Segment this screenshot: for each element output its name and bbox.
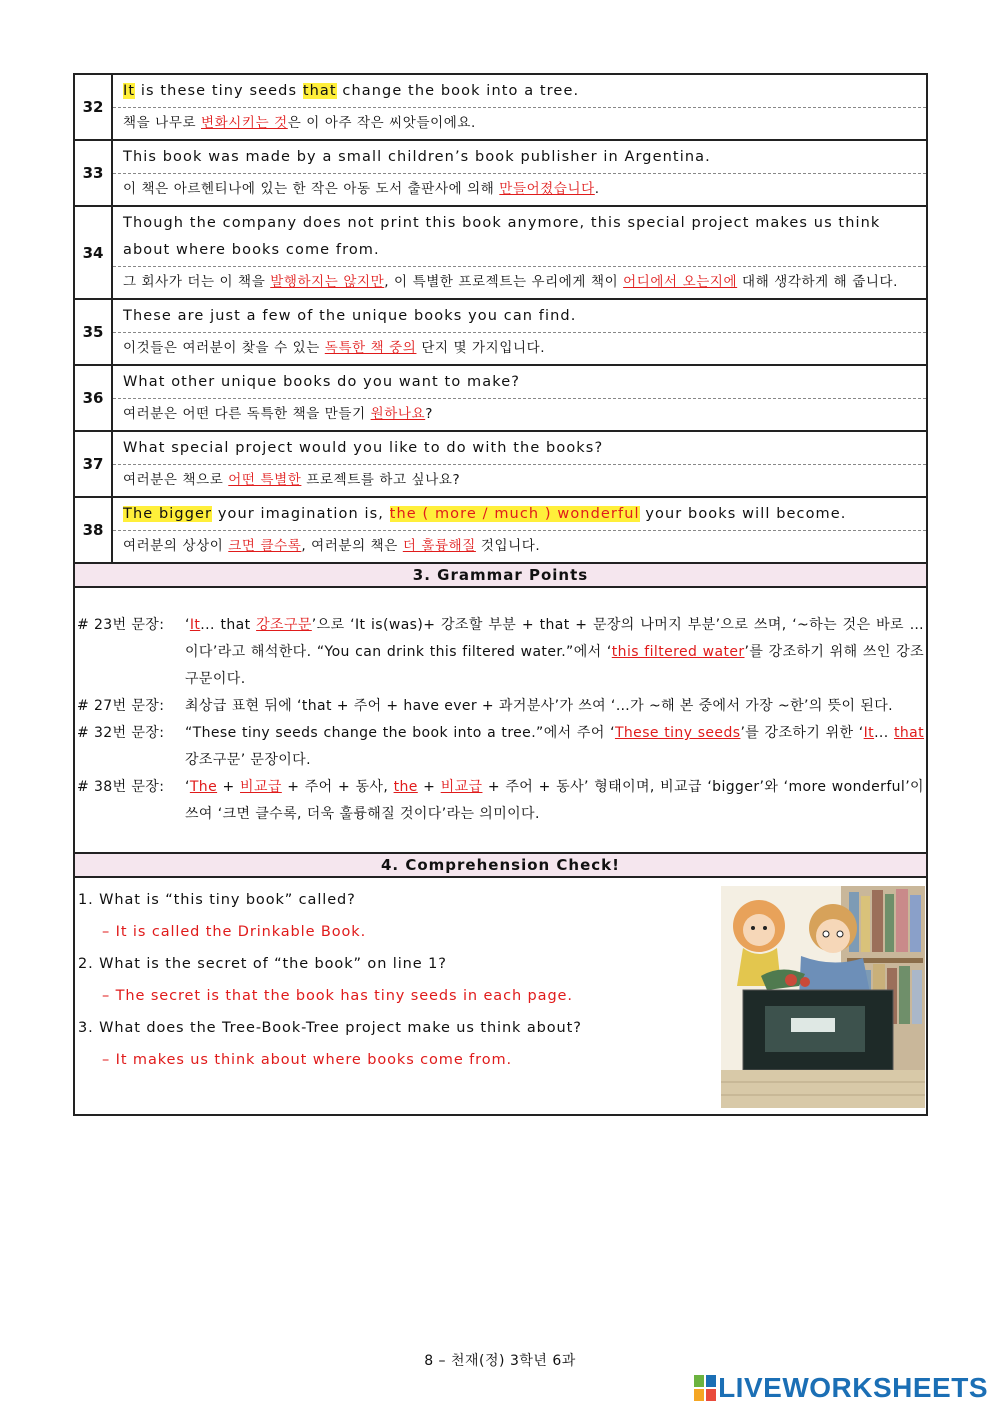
text-run: 프로젝트를 하고 싶나요? bbox=[301, 472, 461, 488]
comprehension-answer: – It is called the Drinkable Book. bbox=[102, 924, 367, 940]
text-run: 강조구문’ 문장이다. bbox=[185, 752, 311, 768]
sentence-cell bbox=[113, 207, 926, 298]
emphasized-text: 비교급 bbox=[240, 779, 282, 795]
sentence-cell bbox=[113, 432, 926, 496]
text-run: + 주어 + 동사’ 형태이며, 비교급 ‘bigger’와 ‘more wonderful’이 쓰여 ‘크면 클수록, 더욱 훌륭해질 것이다’라는 의미이다. bbox=[185, 779, 924, 822]
sentence-number: 35 bbox=[75, 300, 113, 364]
emphasized-text: 원하나요 bbox=[370, 406, 426, 422]
comprehension-answer: – It makes us think about where books come from. bbox=[102, 1052, 513, 1068]
text-run: What special project would you like to do with the books? bbox=[123, 440, 604, 456]
liveworksheets-icon bbox=[694, 1375, 716, 1401]
comprehension-heading: 4. Comprehension Check! bbox=[75, 854, 926, 878]
sentence-number: 33 bbox=[75, 141, 113, 205]
emphasized-text: the bbox=[393, 779, 418, 795]
text-run: change the book into a tree. bbox=[336, 83, 580, 99]
emphasized-text: 발행하지는 않지만 bbox=[270, 274, 385, 290]
korean-translation bbox=[113, 399, 926, 430]
emphasized-text: more bbox=[434, 506, 477, 522]
grammar-point bbox=[77, 774, 924, 828]
emphasized-text: 더 훌륭해질 bbox=[402, 538, 476, 554]
sentence-number: 36 bbox=[75, 366, 113, 430]
comprehension-list bbox=[78, 884, 718, 1076]
sentence-cell bbox=[113, 300, 926, 364]
text-run: your books will become. bbox=[639, 506, 847, 522]
text-run: “These tiny seeds change the book into a tree.”에서 주어 ‘ bbox=[185, 725, 615, 741]
grammar-point-text bbox=[185, 774, 924, 828]
text-run: 그 회사가 더는 이 책을 bbox=[123, 274, 271, 290]
grammar-point-label: # 23번 문장: bbox=[77, 617, 165, 633]
text-run: ‘ bbox=[185, 779, 190, 795]
text-run: is these tiny seeds bbox=[135, 83, 303, 99]
emphasized-text: / much ) wonderful bbox=[476, 506, 640, 522]
text-run: 여러분은 책으로 bbox=[123, 472, 229, 488]
emphasized-text: 만들어졌습니다 bbox=[499, 181, 595, 197]
text-run: Though the company does not print this book anymore, this special project makes us think about where books come from. bbox=[123, 215, 881, 258]
text-run: 책을 나무로 bbox=[123, 115, 201, 131]
english-sentence bbox=[113, 141, 926, 174]
sentence-row bbox=[75, 366, 926, 432]
sentence-cell bbox=[113, 498, 926, 562]
sentence-row bbox=[75, 432, 926, 498]
emphasized-text: 크면 클수록 bbox=[228, 538, 302, 554]
grammar-heading: 3. Grammar Points bbox=[75, 564, 926, 588]
text-run: + bbox=[217, 779, 241, 795]
emphasized-text: 독특한 책 중의 bbox=[324, 340, 417, 356]
comprehension-question: 3. What does the Tree-Book-Tree project make us think about? bbox=[78, 1020, 582, 1036]
sentence-row bbox=[75, 75, 926, 141]
emphasized-text: The bbox=[189, 779, 218, 795]
text-run: 이 책은 아르헨티나에 있는 한 작은 아동 도서 출판사에 의해 bbox=[123, 181, 500, 197]
text-run: What other unique books do you want to make? bbox=[123, 374, 521, 390]
comprehension-question: 2. What is the secret of “the book” on line 1? bbox=[78, 956, 447, 972]
sentence-row bbox=[75, 300, 926, 366]
sentence-cell bbox=[113, 366, 926, 430]
emphasized-text: that bbox=[893, 725, 925, 741]
korean-translation bbox=[113, 531, 926, 562]
worksheet-table bbox=[73, 73, 928, 1116]
text-run: This book was made by a small children’s book publisher in Argentina. bbox=[123, 149, 711, 165]
text-run: 최상급 표현 뒤에 ‘that + 주어 + have ever + 과거분사’가 쓰여 ‘…가 ~해 본 중에서 가장 ~한’의 뜻이 된다. bbox=[185, 698, 894, 714]
english-sentence bbox=[113, 75, 926, 108]
text-run: 단지 몇 가지입니다. bbox=[416, 340, 546, 356]
emphasized-text: 강조구문 bbox=[256, 617, 312, 633]
sentence-rows bbox=[75, 75, 926, 564]
text-run: . bbox=[594, 181, 600, 197]
text-run: , 이 특별한 프로젝트는 우리에게 책이 bbox=[384, 274, 624, 290]
emphasized-text: 변화시키는 것 bbox=[201, 115, 288, 131]
grammar-point-text bbox=[185, 720, 924, 774]
sentence-row bbox=[75, 207, 926, 300]
sentence-row bbox=[75, 498, 926, 564]
text-run: + bbox=[417, 779, 441, 795]
grammar-point-label: # 38번 문장: bbox=[77, 779, 165, 795]
emphasized-text: the ( bbox=[389, 506, 435, 522]
emphasized-text: These tiny seeds bbox=[614, 725, 741, 741]
text-run: + 주어 + 동사, bbox=[281, 779, 394, 795]
sentence-number: 34 bbox=[75, 207, 113, 298]
emphasized-text: The bigger bbox=[123, 506, 213, 522]
grammar-point-text bbox=[185, 693, 924, 720]
text-run: 이것들은 여러분이 찾을 수 있는 bbox=[123, 340, 325, 356]
emphasized-text: 비교급 bbox=[440, 779, 483, 795]
kids-illustration bbox=[721, 886, 925, 1108]
emphasized-text: 어떤 특별한 bbox=[228, 472, 302, 488]
english-sentence bbox=[113, 300, 926, 333]
sentence-cell bbox=[113, 75, 926, 139]
sentence-number: 38 bbox=[75, 498, 113, 562]
korean-translation bbox=[113, 174, 926, 205]
korean-translation bbox=[113, 465, 926, 496]
emphasized-text: It bbox=[123, 83, 136, 99]
emphasized-text: It bbox=[863, 725, 875, 741]
english-sentence bbox=[113, 207, 926, 267]
english-sentence bbox=[113, 366, 926, 399]
text-run: 대해 생각하게 해 줍니다. bbox=[737, 274, 899, 290]
comprehension-answer: – The secret is that the book has tiny seeds in each page. bbox=[102, 988, 573, 1004]
text-run: ’를 강조하기 위한 ‘ bbox=[740, 725, 864, 741]
grammar-points bbox=[75, 588, 926, 854]
text-run: ? bbox=[425, 406, 433, 422]
comprehension-question: 1. What is “this tiny book” called? bbox=[78, 892, 356, 908]
comprehension-section bbox=[75, 878, 926, 1114]
brand-wordmark: LIVEWORKSHEETS bbox=[718, 1372, 988, 1403]
korean-translation bbox=[113, 108, 926, 139]
text-run: , 여러분의 책은 bbox=[301, 538, 403, 554]
sentence-number: 37 bbox=[75, 432, 113, 496]
english-sentence bbox=[113, 498, 926, 531]
korean-translation bbox=[113, 333, 926, 364]
text-run: 은 이 아주 작은 씨앗들이에요. bbox=[287, 115, 476, 131]
korean-translation bbox=[113, 267, 926, 298]
grammar-point-text bbox=[185, 612, 924, 693]
text-run: your imagination is, bbox=[212, 506, 390, 522]
sentence-row bbox=[75, 141, 926, 207]
grammar-point bbox=[77, 720, 924, 774]
emphasized-text: It bbox=[189, 617, 201, 633]
liveworksheets-logo bbox=[694, 1372, 988, 1404]
text-run: 여러분의 상상이 bbox=[123, 538, 229, 554]
sentence-number: 32 bbox=[75, 75, 113, 139]
emphasized-text: 어디에서 오는지에 bbox=[623, 274, 738, 290]
text-run: ‘ bbox=[185, 617, 190, 633]
emphasized-text: this filtered water bbox=[611, 644, 745, 660]
grammar-point-label: # 32번 문장: bbox=[77, 725, 165, 741]
emphasized-text: that bbox=[302, 83, 337, 99]
text-run: ’를 강조하기 위해 쓰인 강조구문이다. bbox=[185, 644, 924, 687]
text-run: ... bbox=[874, 725, 894, 741]
text-run: 여러분은 어떤 다른 독특한 책을 만들기 bbox=[123, 406, 371, 422]
grammar-point-label: # 27번 문장: bbox=[77, 698, 165, 714]
grammar-point bbox=[77, 612, 924, 693]
english-sentence bbox=[113, 432, 926, 465]
sentence-cell bbox=[113, 141, 926, 205]
page-footer: 8 – 천재(정) 3학년 6과 bbox=[424, 1353, 576, 1369]
text-run: ’으로 ‘It is(was)+ 강조할 부분 + that + 문장의 나머지 부분’으로 쓰며, ‘~하는 것은 바로 …이다’라고 해석한다. “You can drink this filtered water.”에서 ‘ bbox=[185, 617, 924, 660]
text-run: These are just a few of the unique books you can find. bbox=[123, 308, 577, 324]
text-run: ... that bbox=[200, 617, 257, 633]
grammar-point bbox=[77, 693, 924, 720]
text-run: 것입니다. bbox=[475, 538, 541, 554]
